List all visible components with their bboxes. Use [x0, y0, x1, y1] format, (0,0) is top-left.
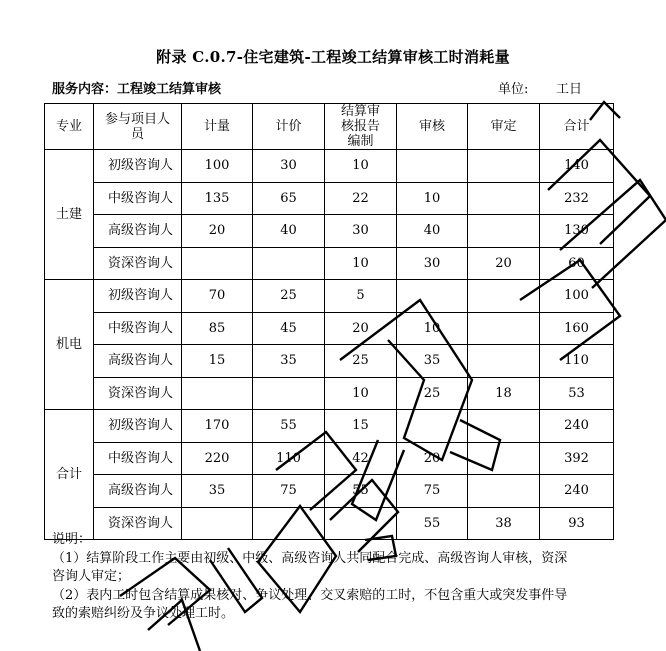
role-cell: 资深咨询人	[94, 247, 182, 280]
value-cell: 55	[325, 475, 397, 508]
value-cell: 240	[540, 410, 614, 443]
header-cell: 合计	[540, 104, 614, 150]
header-cell: 审核	[397, 104, 468, 150]
value-cell	[468, 345, 540, 378]
value-cell: 20	[468, 247, 540, 280]
role-cell: 高级咨询人	[94, 345, 182, 378]
value-cell: 170	[182, 410, 253, 443]
value-cell	[253, 377, 325, 410]
value-cell: 55	[397, 507, 468, 540]
unit-value: 工日	[556, 82, 583, 97]
value-cell: 25	[325, 345, 397, 378]
table-row	[45, 182, 614, 215]
value-cell	[468, 150, 540, 183]
value-cell	[468, 410, 540, 443]
value-cell: 22	[325, 182, 397, 215]
notes-line: 咨询人审定；	[52, 569, 131, 584]
notes	[52, 531, 567, 624]
value-cell: 110	[540, 345, 614, 378]
value-cell: 75	[253, 475, 325, 508]
value-cell: 30	[397, 247, 468, 280]
table-row	[45, 247, 614, 280]
table-header-row	[45, 104, 614, 150]
value-cell	[182, 377, 253, 410]
value-cell: 240	[540, 475, 614, 508]
value-cell: 232	[540, 182, 614, 215]
notes-line: （2）表内工时包含结算成果核对、争议处理、交叉索赔的工时，不包含重大或突发事件导	[52, 587, 568, 603]
table-row	[45, 215, 614, 248]
role-cell: 资深咨询人	[94, 507, 182, 540]
value-cell: 35	[253, 345, 325, 378]
table-row	[45, 410, 614, 443]
header-cell: 审定	[468, 104, 540, 150]
value-cell: 20	[182, 215, 253, 248]
notes-line: 致的索赔纠纷及争议处理工时。	[52, 606, 235, 621]
value-cell: 10	[325, 150, 397, 183]
value-cell: 392	[540, 442, 614, 475]
table-row	[45, 345, 614, 378]
role-cell: 中级咨询人	[94, 182, 182, 215]
value-cell: 35	[397, 345, 468, 378]
value-cell: 93	[540, 507, 614, 540]
value-cell	[468, 442, 540, 475]
table-body	[45, 150, 614, 540]
value-cell: 40	[397, 215, 468, 248]
value-cell	[253, 247, 325, 280]
value-cell: 40	[253, 215, 325, 248]
value-cell	[397, 280, 468, 313]
table-row	[45, 442, 614, 475]
value-cell	[468, 280, 540, 313]
value-cell: 15	[325, 410, 397, 443]
unit-label: 单位:	[498, 82, 529, 97]
table-row	[45, 280, 614, 313]
header-cell: 结算审核报告编制	[325, 104, 397, 150]
role-cell: 中级咨询人	[94, 312, 182, 345]
value-cell: 10	[325, 247, 397, 280]
value-cell: 10	[397, 182, 468, 215]
value-cell: 60	[540, 247, 614, 280]
value-cell: 10	[397, 312, 468, 345]
document-title: 附录 C.0.7-住宅建筑-工程竣工结算审核工时消耗量	[156, 48, 510, 66]
table-row	[45, 150, 614, 183]
value-cell: 20	[397, 442, 468, 475]
header-cell: 专业	[45, 104, 94, 150]
role-cell: 初级咨询人	[94, 280, 182, 313]
role-cell: 资深咨询人	[94, 377, 182, 410]
value-cell: 25	[397, 377, 468, 410]
value-cell: 30	[325, 215, 397, 248]
value-cell	[468, 215, 540, 248]
value-cell: 160	[540, 312, 614, 345]
role-cell: 高级咨询人	[94, 475, 182, 508]
value-cell: 100	[182, 150, 253, 183]
value-cell: 110	[253, 442, 325, 475]
value-cell: 55	[253, 410, 325, 443]
value-cell: 220	[182, 442, 253, 475]
value-cell	[397, 410, 468, 443]
value-cell: 18	[468, 377, 540, 410]
value-cell: 135	[182, 182, 253, 215]
value-cell: 5	[325, 280, 397, 313]
table-row	[45, 312, 614, 345]
role-cell: 中级咨询人	[94, 442, 182, 475]
value-cell: 20	[325, 312, 397, 345]
value-cell: 45	[253, 312, 325, 345]
value-cell: 15	[182, 345, 253, 378]
value-cell: 25	[253, 280, 325, 313]
value-cell: 30	[253, 150, 325, 183]
group-cell: 合计	[45, 410, 94, 540]
workhour-table	[44, 103, 614, 540]
value-cell	[182, 247, 253, 280]
group-cell: 土建	[45, 150, 94, 280]
value-cell	[468, 182, 540, 215]
value-cell: 42	[325, 442, 397, 475]
table-row	[45, 377, 614, 410]
table-row	[45, 475, 614, 508]
service-content: 服务内容：工程竣工结算审核	[52, 82, 222, 97]
role-cell: 初级咨询人	[94, 410, 182, 443]
value-cell: 38	[468, 507, 540, 540]
notes-line: （1）结算阶段工作主要由初级、中级、高级咨询人共同配合完成、高级咨询人审核，资深	[52, 550, 568, 566]
value-cell: 53	[540, 377, 614, 410]
value-cell: 10	[325, 377, 397, 410]
value-cell: 35	[182, 475, 253, 508]
role-cell: 高级咨询人	[94, 215, 182, 248]
value-cell	[468, 312, 540, 345]
role-cell: 初级咨询人	[94, 150, 182, 183]
group-cell: 机电	[45, 280, 94, 410]
value-cell: 100	[540, 280, 614, 313]
header-cell: 计量	[182, 104, 253, 150]
value-cell	[397, 150, 468, 183]
value-cell: 65	[253, 182, 325, 215]
value-cell: 85	[182, 312, 253, 345]
value-cell	[468, 475, 540, 508]
value-cell: 140	[540, 150, 614, 183]
value-cell: 130	[540, 215, 614, 248]
value-cell: 70	[182, 280, 253, 313]
value-cell: 75	[397, 475, 468, 508]
header-cell: 参与项目人员	[94, 104, 182, 150]
notes-line: 说明：	[52, 532, 92, 547]
header-cell: 计价	[253, 104, 325, 150]
